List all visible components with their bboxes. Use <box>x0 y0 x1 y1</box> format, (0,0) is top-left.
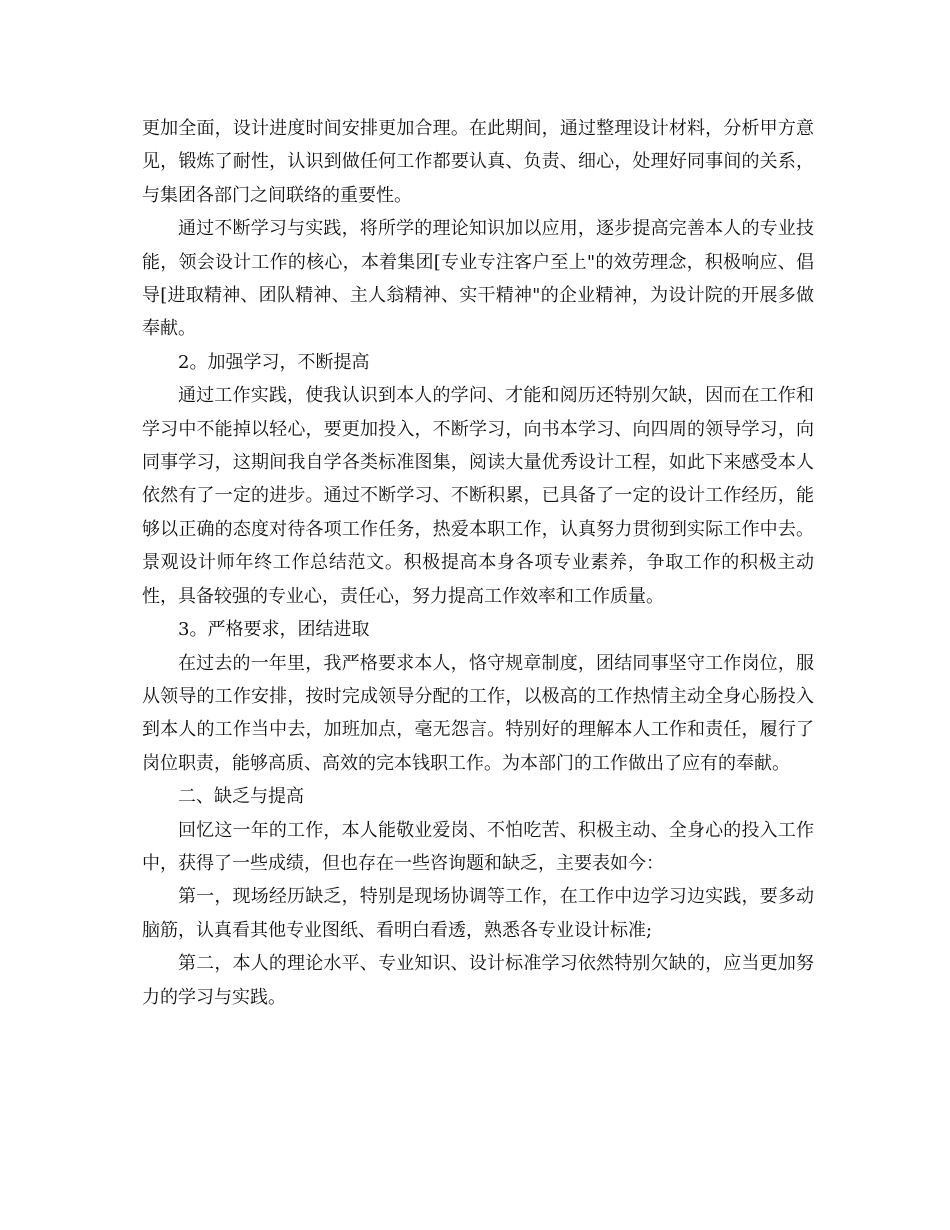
paragraph-2: 通过不断学习与实践，将所学的理论知识加以应用，逐步提高完善本人的专业技能，领会设计工作的核心，本着集团[专业专注客户至上"的效劳理念，积极响应、倡导[进取精神、团队精神、主人翁精神、实干精神"的企业精神，为设计院的开展多做奉献。 <box>142 218 814 340</box>
paragraph-4: 在过去的一年里，我严格要求本人，恪守规章制度，团结同事坚守工作岗位，服从领导的工作安排，按时完成领导分配的工作，以极高的工作热情主动全身心肠投入到本人的工作当中去，加班加点，毫无怨言。特别好的理解本人工作和责任，履行了岗位职责，能够高质、高效的完本钱职工作。为本部门的工作做出了应有的奉献。 <box>142 652 814 774</box>
paragraph-1: 更加全面，设计进度时间安排更加合理。在此期间，通过整理设计材料，分析甲方意见，锻炼了耐性，认识到做任何工作都要认真、负责、细心，处理好同事间的关系，与集团各部门之间联络的重要性。 <box>142 118 814 206</box>
section-heading-2: 2。加强学习，不断提高 <box>178 351 370 373</box>
paragraph-6: 第一，现场经历缺乏，特别是现场协调等工作，在工作中边学习边实践，要多动脑筋，认真看其他专业图纸、看明白看透，熟悉各专业设计标准; <box>142 886 814 941</box>
paragraph-7: 第二，本人的理论水平、专业知识、设计标准学习依然特别欠缺的，应当更加努力的学习与实践。 <box>142 953 814 1008</box>
section-heading-shortcomings: 二、缺乏与提高 <box>178 786 304 808</box>
paragraph-3: 通过工作实践，使我认识到本人的学问、才能和阅历还特别欠缺，因而在工作和学习中不能掉以轻心，要更加投入，不断学习，向书本学习、向四周的领导学习，向同事学习，这期间我自学各类标准图集，阅读大量优秀设计工程，如此下来感受本人依然有了一定的进步。通过不断学习、不断积累，已具备了一定的设计工作经历，能够以正确的态度对待各项工作任务，热爱本职工作，认真努力贯彻到实际工作中去。景观设计师年终工作总结范文。积极提高本身各项专业素养，争取工作的积极主动性，具备较强的专业心，责任心，努力提高工作效率和工作质量。 <box>142 385 814 607</box>
section-heading-3: 3。严格要求，团结进取 <box>178 619 370 641</box>
paragraph-5: 回忆这一年的工作，本人能敬业爱岗、不怕吃苦、积极主动、全身心的投入工作中，获得了一些成绩，但也存在一些咨询题和缺乏，主要表如今： <box>142 819 814 874</box>
document-body <box>142 112 814 1014</box>
